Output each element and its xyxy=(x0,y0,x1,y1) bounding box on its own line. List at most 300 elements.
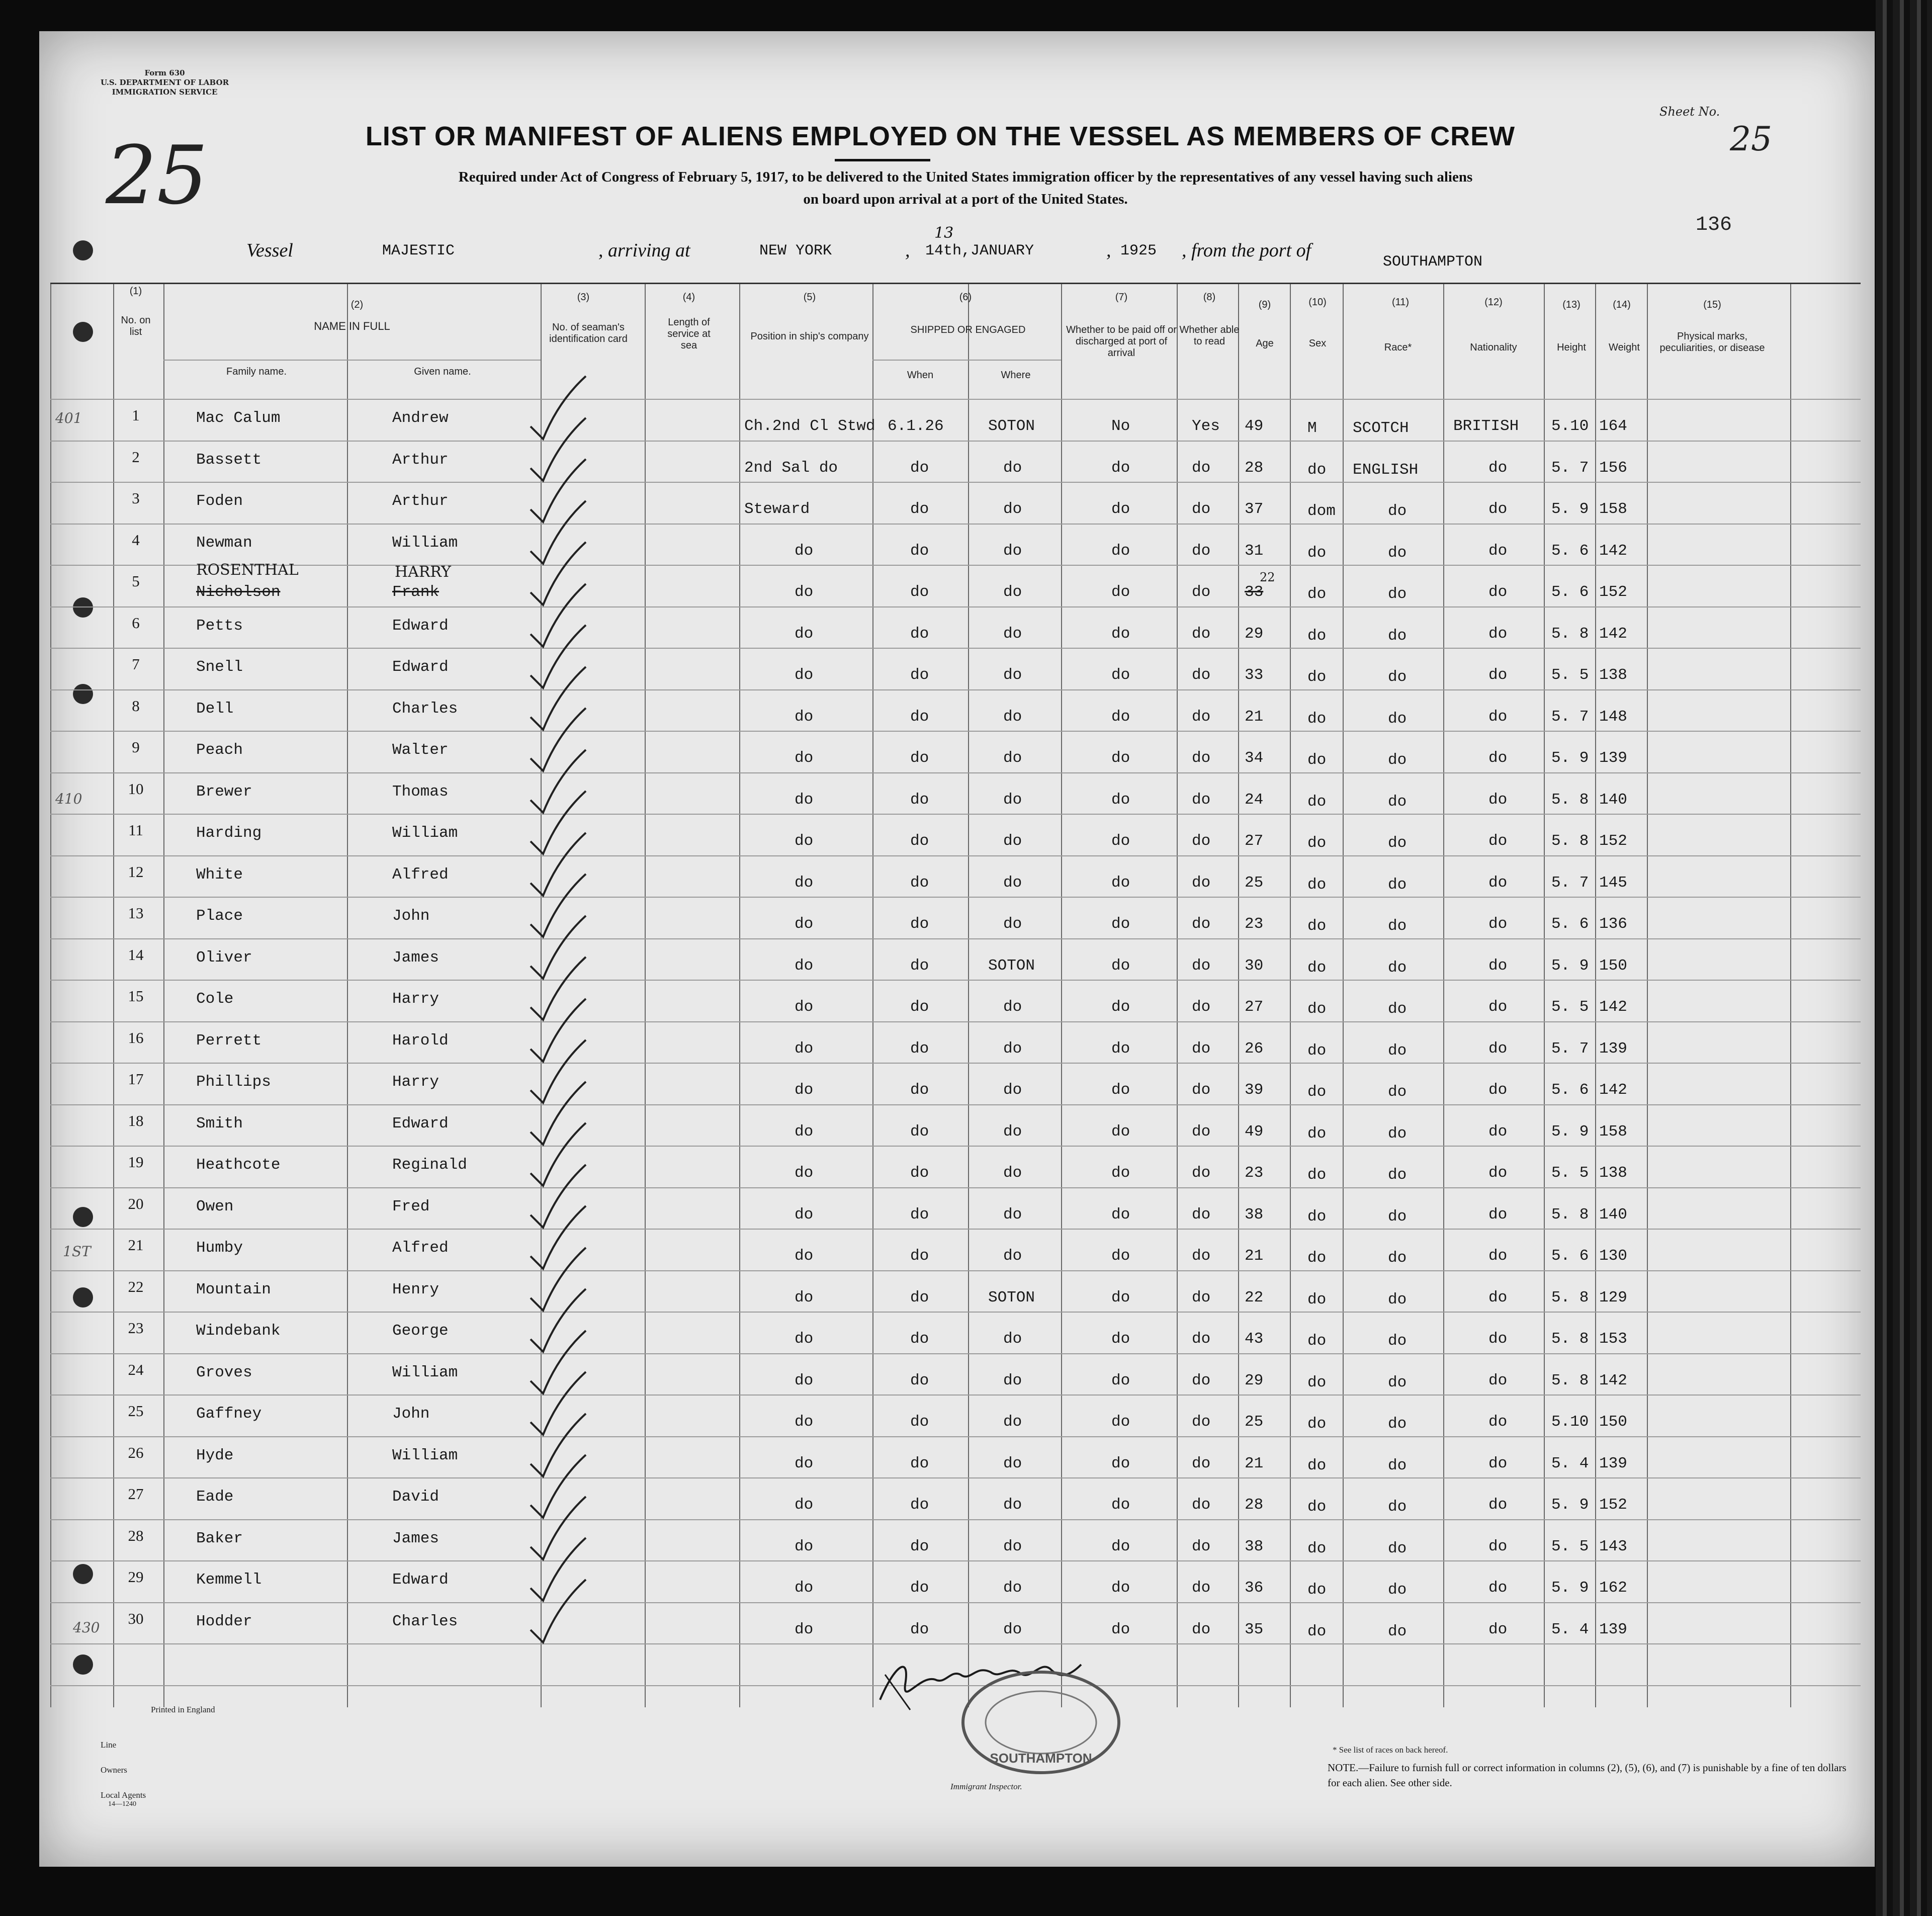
column-rule xyxy=(113,284,114,1707)
local-agents-label: Local Agents xyxy=(101,1790,146,1800)
column-rule xyxy=(347,284,348,1707)
weight: 142 xyxy=(1599,625,1627,643)
shipped-where: do xyxy=(1003,500,1022,518)
nationality: do xyxy=(1488,666,1508,684)
date-correction: 13 xyxy=(934,224,954,242)
weight: 138 xyxy=(1599,1164,1627,1182)
able-to-read: do xyxy=(1192,1454,1211,1472)
col14-label: Weight xyxy=(1609,342,1640,353)
position: do xyxy=(795,832,814,850)
col2-number: (2) xyxy=(350,299,364,310)
age: 21 xyxy=(1245,1247,1264,1265)
form-number: Form 630 xyxy=(144,68,185,77)
column-rule xyxy=(50,284,51,1707)
col10-number: (10) xyxy=(1308,297,1327,308)
age: 39 xyxy=(1245,1081,1264,1099)
paid-off: do xyxy=(1111,1496,1130,1514)
row-number: 25 xyxy=(128,1402,144,1420)
race: do xyxy=(1388,627,1407,645)
col5-label: Position in ship's company xyxy=(750,331,869,342)
row-rule xyxy=(50,1146,1861,1147)
sheet-number: 25 xyxy=(1730,120,1772,158)
given-name: David xyxy=(392,1488,440,1506)
nationality: do xyxy=(1488,1454,1508,1472)
position: do xyxy=(795,1496,814,1514)
height: 5. 7 xyxy=(1551,459,1589,477)
shipped-when: do xyxy=(910,542,929,560)
margin-sheet-number: 25 xyxy=(106,128,208,222)
given-name: Harry xyxy=(392,990,440,1008)
row-rule xyxy=(50,938,1861,939)
position: do xyxy=(795,708,814,726)
shipped-where: do xyxy=(1003,1454,1022,1472)
col7-number: (7) xyxy=(1115,292,1128,303)
shipped-when: do xyxy=(910,1537,929,1555)
age: 23 xyxy=(1245,915,1264,933)
column-rule xyxy=(872,284,873,1707)
nationality: do xyxy=(1488,998,1508,1016)
given-name-header: Given name. xyxy=(414,366,471,377)
family-name: Foden xyxy=(196,492,243,510)
family-name: Cole xyxy=(196,990,234,1008)
race: do xyxy=(1388,502,1407,520)
given-name: George xyxy=(392,1322,449,1340)
family-name: Snell xyxy=(196,658,243,676)
able-to-read: do xyxy=(1192,1081,1211,1099)
family-name: Owen xyxy=(196,1197,234,1215)
sex: do xyxy=(1307,1124,1327,1143)
row-number: 2 xyxy=(132,448,140,466)
nationality: do xyxy=(1488,915,1508,933)
shipped-where: do xyxy=(1003,874,1022,892)
race: SCOTCH xyxy=(1353,419,1409,437)
row-rule xyxy=(50,689,1861,690)
given-name: Arthur xyxy=(392,492,449,510)
paid-off: do xyxy=(1111,583,1130,601)
able-to-read: do xyxy=(1192,1496,1211,1514)
nationality: do xyxy=(1488,542,1508,560)
sex: do xyxy=(1307,1373,1327,1391)
paid-off: do xyxy=(1111,1122,1130,1141)
row-rule xyxy=(872,360,1061,361)
paid-off: do xyxy=(1111,1371,1130,1389)
weight: 164 xyxy=(1599,417,1627,435)
column-rule xyxy=(1443,284,1444,1707)
shipped-when: do xyxy=(910,1496,929,1514)
nationality: do xyxy=(1488,1205,1508,1224)
row-number: 19 xyxy=(128,1153,144,1171)
nationality: do xyxy=(1488,500,1508,518)
column-rule xyxy=(1544,284,1545,1707)
shipped-where: SOTON xyxy=(988,417,1035,435)
col4-label: Length of service at sea xyxy=(667,317,711,351)
given-name: Edward xyxy=(392,617,449,635)
race: do xyxy=(1388,1373,1407,1391)
col6-label: SHIPPED OR ENGAGED xyxy=(910,324,1026,335)
position: do xyxy=(795,1371,814,1389)
row-number: 22 xyxy=(128,1277,144,1295)
family-name: Petts xyxy=(196,617,243,635)
race: do xyxy=(1388,710,1407,728)
shipped-where: do xyxy=(1003,749,1022,767)
col15-label: Physical marks, peculiarities, or disease xyxy=(1659,331,1765,354)
row-number: 15 xyxy=(128,987,144,1005)
paid-off: do xyxy=(1111,832,1130,850)
position: do xyxy=(795,666,814,684)
nationality: do xyxy=(1488,1371,1508,1389)
sex: do xyxy=(1307,1498,1327,1516)
height: 5. 6 xyxy=(1551,915,1589,933)
nationality: do xyxy=(1488,708,1508,726)
family-name: Humby xyxy=(196,1239,243,1257)
given-name: James xyxy=(392,1529,440,1547)
col1-number: (1) xyxy=(129,286,142,297)
age: 21 xyxy=(1245,1454,1264,1472)
shipped-when: do xyxy=(910,749,929,767)
col12-label: Nationality xyxy=(1470,342,1517,353)
shipped-when: do xyxy=(910,832,929,850)
sex: do xyxy=(1307,668,1327,686)
nationality: do xyxy=(1488,1496,1508,1514)
row-rule xyxy=(50,1312,1861,1313)
family-name: Mountain xyxy=(196,1280,271,1298)
position: do xyxy=(795,1537,814,1555)
arriving-label: , arriving at xyxy=(598,240,690,261)
sex: do xyxy=(1307,1000,1327,1018)
shipped-when: do xyxy=(910,500,929,518)
family-name: Newman xyxy=(196,534,252,552)
row-rule xyxy=(50,1395,1861,1396)
sex: M xyxy=(1307,419,1317,437)
shipped-where: do xyxy=(1003,459,1022,477)
position: do xyxy=(795,874,814,892)
shipped-where: do xyxy=(1003,998,1022,1016)
age-correction: 22 xyxy=(1260,570,1275,584)
given-name: William xyxy=(392,534,458,552)
age: 24 xyxy=(1245,791,1264,809)
row-number: 10 xyxy=(128,779,144,798)
family-name: Baker xyxy=(196,1529,243,1547)
race: do xyxy=(1388,1166,1407,1184)
shipped-where: do xyxy=(1003,625,1022,643)
race: do xyxy=(1388,1539,1407,1557)
penalty-note: NOTE.—Failure to furnish full or correct information in columns (2), (5), (6), and (7) is punishable by a fine of ten dollars for each alien. See other side. xyxy=(1328,1762,1847,1789)
sex: do xyxy=(1307,1166,1327,1184)
position: do xyxy=(795,1164,814,1182)
row-number: 21 xyxy=(128,1236,144,1254)
shipped-when: do xyxy=(910,915,929,933)
weight: 145 xyxy=(1599,874,1627,892)
sex: do xyxy=(1307,751,1327,769)
family-name: Nicholson xyxy=(196,583,281,601)
paid-off: do xyxy=(1111,500,1130,518)
paid-off: do xyxy=(1111,956,1130,975)
height: 5. 8 xyxy=(1551,791,1589,809)
immigration-office-stamp xyxy=(958,1665,1124,1780)
height: 5. 6 xyxy=(1551,1081,1589,1099)
height: 5. 8 xyxy=(1551,1288,1589,1307)
weight: 143 xyxy=(1599,1537,1627,1555)
nationality: do xyxy=(1488,832,1508,850)
check-mark xyxy=(523,1575,593,1650)
sheet-label: Sheet No. xyxy=(1659,105,1720,119)
weight: 142 xyxy=(1599,1371,1627,1389)
nationality: do xyxy=(1488,749,1508,767)
shipped-when: do xyxy=(910,1413,929,1431)
row-number: 28 xyxy=(128,1526,144,1544)
height: 5.10 xyxy=(1551,1413,1589,1431)
sex: do xyxy=(1307,959,1327,977)
given-name: Harold xyxy=(392,1031,449,1050)
height: 5.10 xyxy=(1551,417,1589,435)
given-name: John xyxy=(392,907,430,925)
subtitle xyxy=(261,166,1670,210)
given-name: Harry xyxy=(392,1073,440,1091)
row-rule xyxy=(50,1270,1861,1271)
family-name: Peach xyxy=(196,741,243,759)
col14-number: (14) xyxy=(1613,299,1631,310)
row-rule xyxy=(50,1021,1861,1022)
sex: do xyxy=(1307,876,1327,894)
row-rule xyxy=(50,482,1861,483)
nationality: do xyxy=(1488,1122,1508,1141)
race: do xyxy=(1388,834,1407,852)
shipped-when: do xyxy=(910,956,929,975)
nationality: do xyxy=(1488,459,1508,477)
family-name: Mac Calum xyxy=(196,409,281,427)
nationality: do xyxy=(1488,1620,1508,1638)
race: do xyxy=(1388,544,1407,562)
shipped-when: do xyxy=(910,874,929,892)
paid-off: do xyxy=(1111,666,1130,684)
position: do xyxy=(795,1081,814,1099)
position: do xyxy=(795,1122,814,1141)
margin-note: 410 xyxy=(55,791,82,807)
paid-off: do xyxy=(1111,708,1130,726)
able-to-read: do xyxy=(1192,1122,1211,1141)
col13-label: Height xyxy=(1557,342,1586,353)
col3-number: (3) xyxy=(577,292,590,303)
shipped-when: do xyxy=(910,1122,929,1141)
height: 5. 7 xyxy=(1551,708,1589,726)
height: 5. 8 xyxy=(1551,625,1589,643)
age: 23 xyxy=(1245,1164,1264,1182)
nationality: BRITISH xyxy=(1453,417,1519,435)
given-name: Henry xyxy=(392,1280,440,1298)
column-rule xyxy=(1290,284,1291,1707)
row-number: 6 xyxy=(132,614,140,632)
family-name: Brewer xyxy=(196,782,252,801)
nationality: do xyxy=(1488,1081,1508,1099)
shipped-where: do xyxy=(1003,1579,1022,1597)
weight: 153 xyxy=(1599,1330,1627,1348)
col13-number: (13) xyxy=(1562,299,1580,310)
race: do xyxy=(1388,793,1407,811)
row-rule xyxy=(50,648,1861,649)
row-rule xyxy=(50,855,1861,856)
position: do xyxy=(795,791,814,809)
position: do xyxy=(795,998,814,1016)
shipped-when: do xyxy=(910,1454,929,1472)
family-name: White xyxy=(196,865,243,884)
paid-off: do xyxy=(1111,1413,1130,1431)
family-name: Gaffney xyxy=(196,1405,262,1423)
row-number: 16 xyxy=(128,1028,144,1047)
height: 5. 5 xyxy=(1551,998,1589,1016)
weight: 150 xyxy=(1599,956,1627,975)
service-name: IMMIGRATION SERVICE xyxy=(112,88,218,97)
family-name: Oliver xyxy=(196,948,252,967)
age: 22 xyxy=(1245,1288,1264,1307)
column-rule xyxy=(1177,284,1178,1707)
position: do xyxy=(795,1039,814,1058)
subtitle-line-2: on board upon arrival at a port of the United States. xyxy=(803,191,1128,207)
shipped-when: do xyxy=(910,1205,929,1224)
weight: 139 xyxy=(1599,1039,1627,1058)
column-rule xyxy=(645,284,646,1707)
weight: 142 xyxy=(1599,998,1627,1016)
line-label: Line xyxy=(101,1740,117,1750)
stamp-text: SOUTHAMPTON xyxy=(990,1751,1092,1766)
sex: do xyxy=(1307,1622,1327,1640)
row-rule xyxy=(50,897,1861,898)
height: 5. 8 xyxy=(1551,1330,1589,1348)
able-to-read: do xyxy=(1192,1371,1211,1389)
shipped-when: do xyxy=(910,1371,929,1389)
row-rule xyxy=(50,1602,1861,1603)
sex: do xyxy=(1307,1581,1327,1599)
weight: 162 xyxy=(1599,1579,1627,1597)
weight: 140 xyxy=(1599,791,1627,809)
row-number: 5 xyxy=(132,572,140,590)
able-to-read: do xyxy=(1192,1620,1211,1638)
weight: 129 xyxy=(1599,1288,1627,1307)
row-rule xyxy=(163,360,541,361)
height: 5. 8 xyxy=(1551,1371,1589,1389)
sex: do xyxy=(1307,793,1327,811)
nationality: do xyxy=(1488,1537,1508,1555)
able-to-read: do xyxy=(1192,708,1211,726)
height: 5. 9 xyxy=(1551,500,1589,518)
paid-off: do xyxy=(1111,1205,1130,1224)
shipped-where: do xyxy=(1003,666,1022,684)
race: do xyxy=(1388,1207,1407,1226)
race: do xyxy=(1388,751,1407,769)
position: do xyxy=(795,1288,814,1307)
given-name: John xyxy=(392,1405,430,1423)
shipped-where: SOTON xyxy=(988,1288,1035,1307)
family-name: Heathcote xyxy=(196,1156,281,1174)
able-to-read: do xyxy=(1192,1537,1211,1555)
able-to-read: do xyxy=(1192,956,1211,975)
nationality: do xyxy=(1488,1413,1508,1431)
race: do xyxy=(1388,1041,1407,1060)
race: do xyxy=(1388,1290,1407,1309)
height: 5. 5 xyxy=(1551,1164,1589,1182)
age: 36 xyxy=(1245,1579,1264,1597)
col2-label: NAME IN FULL xyxy=(314,320,390,332)
margin-note: 430 xyxy=(73,1619,100,1636)
paid-off: do xyxy=(1111,1164,1130,1182)
position: do xyxy=(795,749,814,767)
given-name: James xyxy=(392,948,440,967)
family-name: Bassett xyxy=(196,451,262,469)
family-name: Windebank xyxy=(196,1322,281,1340)
age: 31 xyxy=(1245,542,1264,560)
shipped-where: do xyxy=(1003,1039,1022,1058)
shipped-when: do xyxy=(910,1039,929,1058)
shipped-when: do xyxy=(910,1164,929,1182)
weight: 150 xyxy=(1599,1413,1627,1431)
height: 5. 5 xyxy=(1551,1537,1589,1555)
given-name: Thomas xyxy=(392,782,449,801)
column-rule xyxy=(1343,284,1344,1707)
age: 35 xyxy=(1245,1620,1264,1638)
race: do xyxy=(1388,1415,1407,1433)
paid-off: do xyxy=(1111,625,1130,643)
shipped-where: do xyxy=(1003,1205,1022,1224)
margin-note: 1ST xyxy=(63,1243,91,1260)
row-number: 29 xyxy=(128,1568,144,1586)
given-name: Alfred xyxy=(392,865,449,884)
shipped-where: do xyxy=(1003,1164,1022,1182)
shipped-where: do xyxy=(1003,791,1022,809)
paid-off: do xyxy=(1111,1330,1130,1348)
nationality: do xyxy=(1488,1039,1508,1058)
vessel-name: MAJESTIC xyxy=(382,242,455,259)
row-number: 13 xyxy=(128,904,144,922)
race: do xyxy=(1388,1332,1407,1350)
age: 21 xyxy=(1245,708,1264,726)
nationality: do xyxy=(1488,956,1508,975)
able-to-read: do xyxy=(1192,749,1211,767)
paid-off: do xyxy=(1111,791,1130,809)
local-agents-code: 14—1240 xyxy=(108,1800,136,1808)
given-name: Alfred xyxy=(392,1239,449,1257)
column-rule xyxy=(1790,284,1791,1707)
book-binding xyxy=(1876,0,1932,1916)
sex: do xyxy=(1307,627,1327,645)
shipped-when: do xyxy=(910,1579,929,1597)
column-rule xyxy=(968,284,969,1707)
family-name: Phillips xyxy=(196,1073,271,1091)
race: do xyxy=(1388,1622,1407,1640)
shipped-where: do xyxy=(1003,1081,1022,1099)
family-name: Hodder xyxy=(196,1612,252,1630)
shipped-when: do xyxy=(910,583,929,601)
paid-off: do xyxy=(1111,1454,1130,1472)
form-identifier xyxy=(101,68,229,97)
age: 38 xyxy=(1245,1537,1264,1555)
row-number: 23 xyxy=(128,1319,144,1337)
col9-label: Age xyxy=(1256,338,1274,349)
able-to-read: do xyxy=(1192,1288,1211,1307)
arrival-date: 14th,JANUARY xyxy=(925,242,1034,259)
races-note: * See list of races on back hereof. xyxy=(1333,1745,1448,1755)
shipped-when: 6.1.26 xyxy=(888,417,944,435)
row-number: 30 xyxy=(128,1609,144,1627)
row-number: 18 xyxy=(128,1111,144,1129)
row-rule xyxy=(50,1063,1861,1064)
height: 5. 8 xyxy=(1551,832,1589,850)
shipped-when: do xyxy=(910,998,929,1016)
height: 5. 6 xyxy=(1551,1247,1589,1265)
shipped-when: do xyxy=(910,666,929,684)
col11-label: Race* xyxy=(1384,342,1412,353)
paid-off: do xyxy=(1111,1620,1130,1638)
shipped-when: do xyxy=(910,1330,929,1348)
sex: dom xyxy=(1307,502,1336,520)
